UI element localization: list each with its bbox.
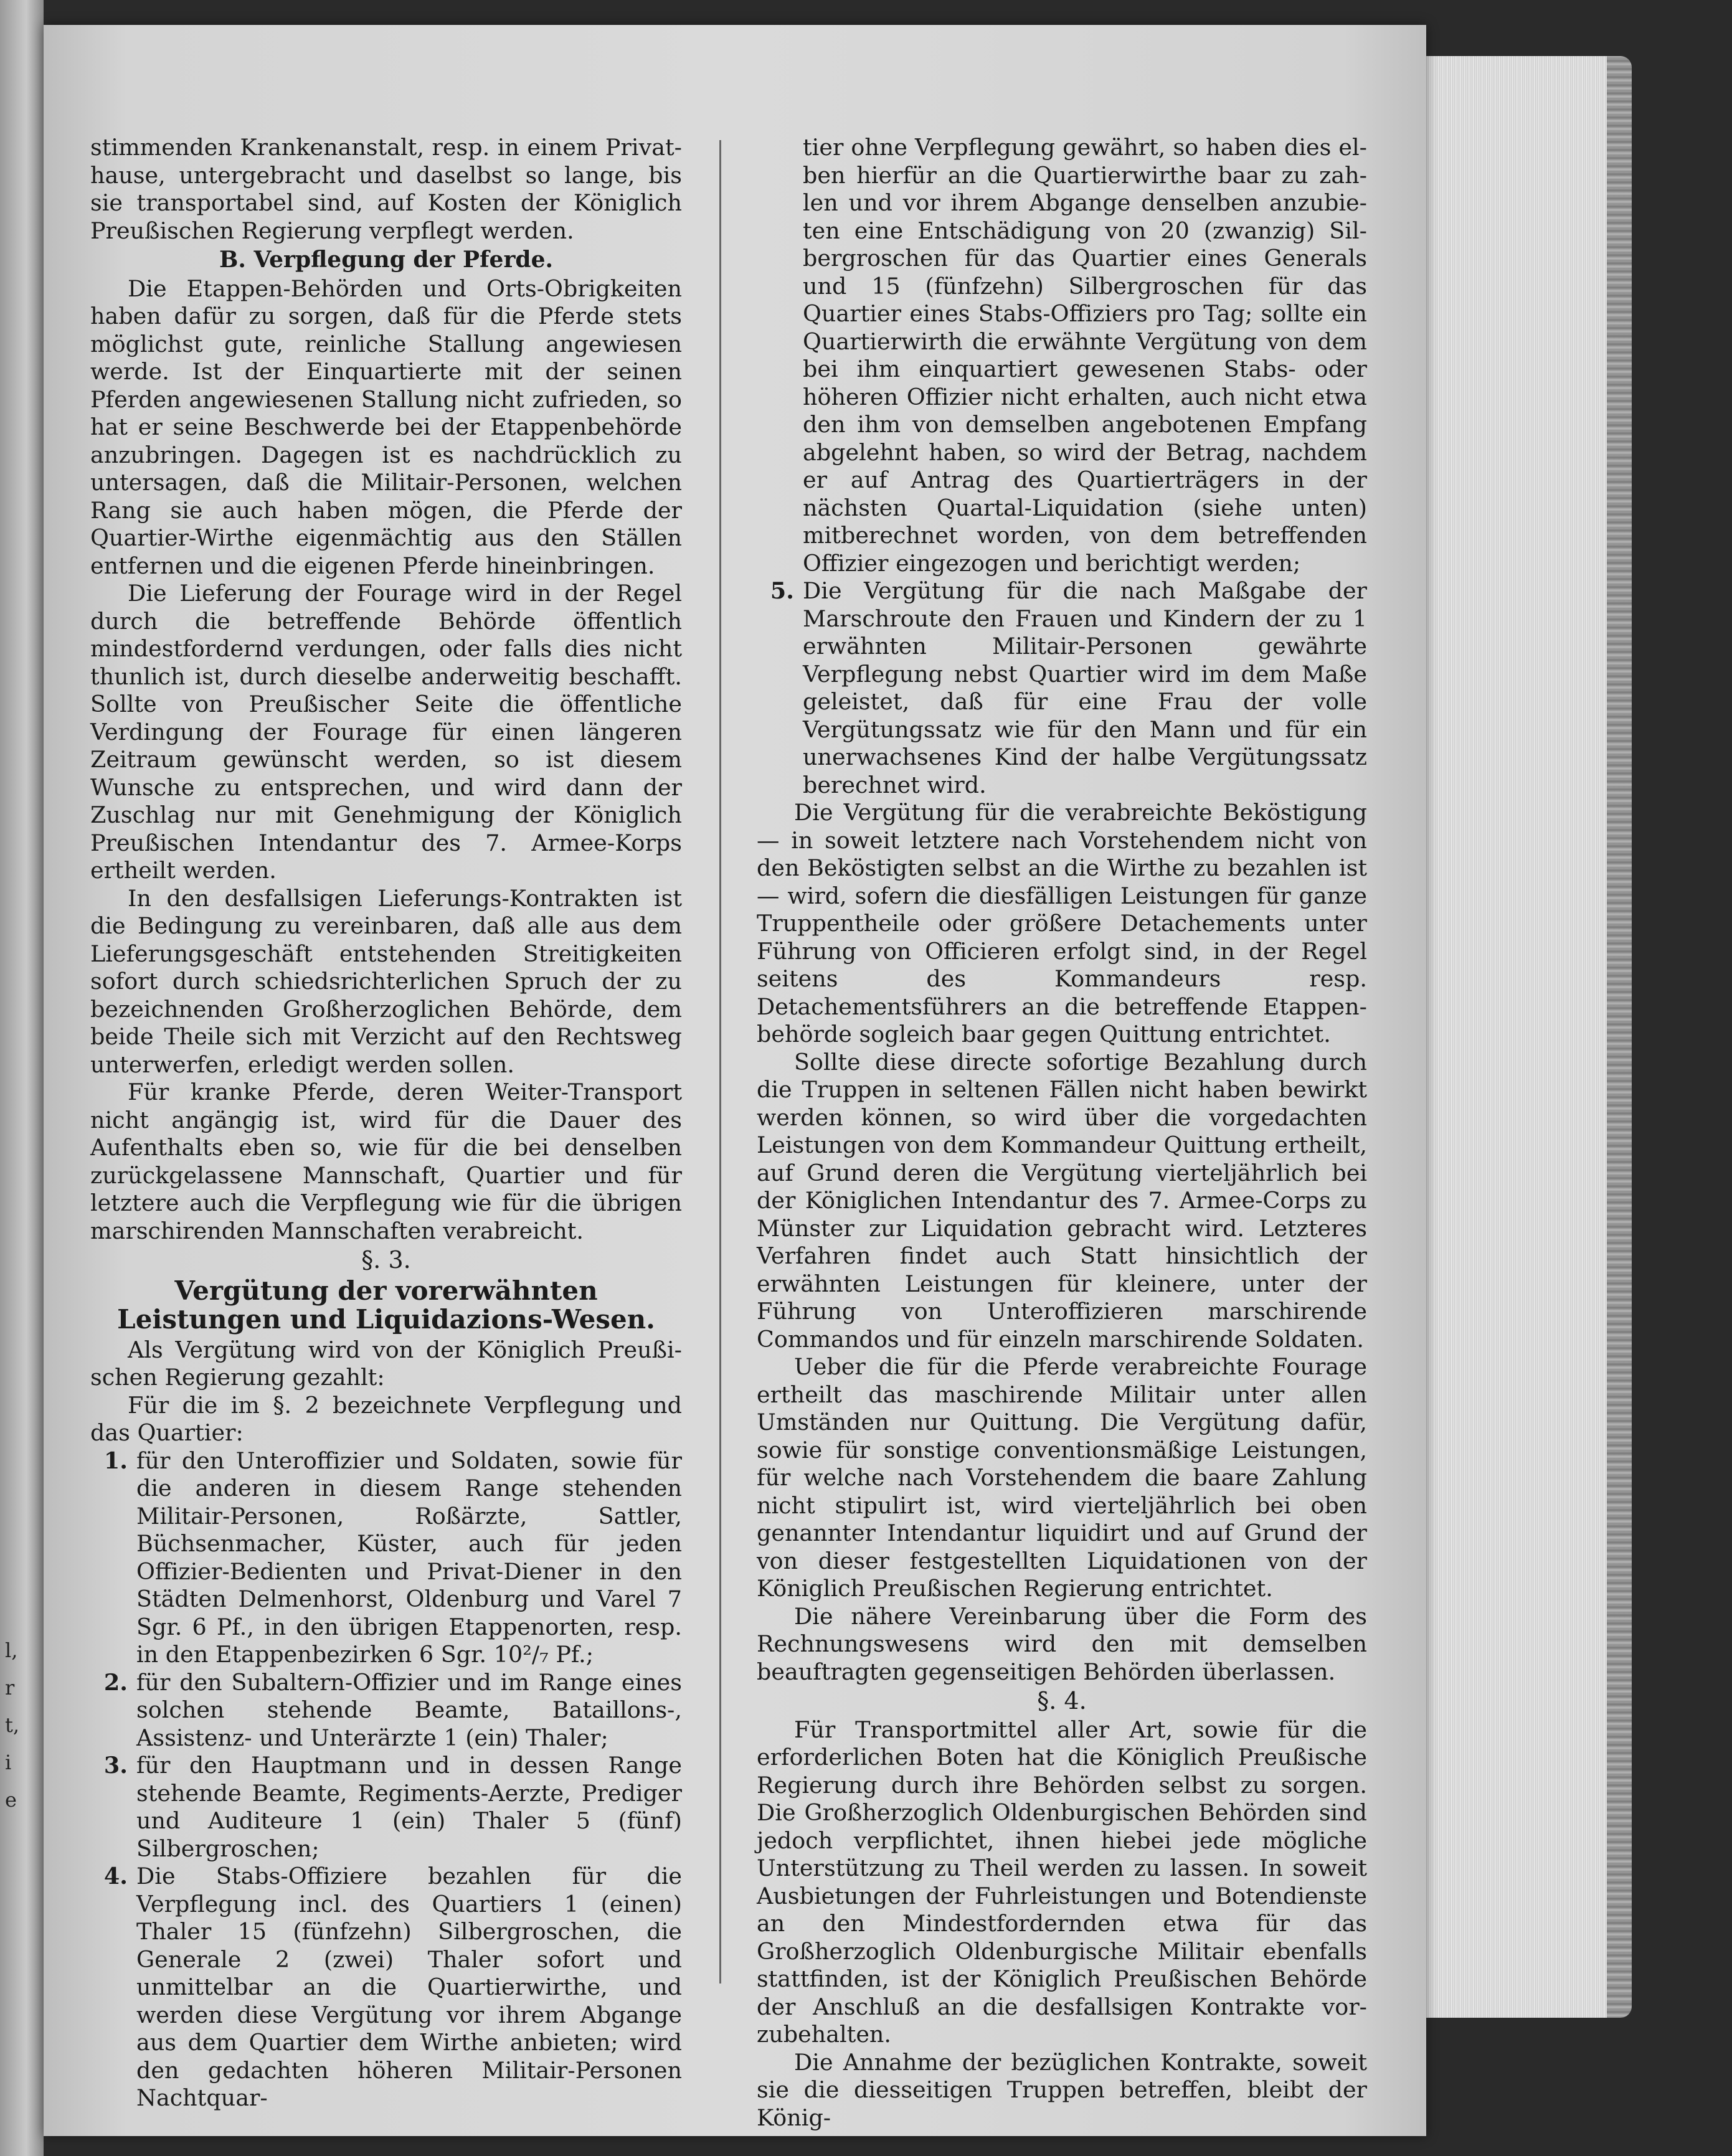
list-item-continuation (757, 134, 1367, 577)
section-heading: B. Verpflegung der Pferde. (219, 247, 554, 273)
list-text: Die Vergütung für die nach Maßgabe der Marschroute den Frauen und Kindern der zu 1 erwähnten Militair-Personen gewährte Verpflegung nebst Quartier wird im dem Maße geleistet, daß für eine Frau der volle Vergütungssatz wie für den Mann und für ein unerwachsenes Kind der halbe Vergütungssatz berechnet wird. (803, 577, 1367, 798)
right-column (757, 134, 1367, 2132)
paragraph: Die Lieferung der Fourage wird in der Regel durch die betreffende Behörde öffentlich mindestfordernd verdungen, oder falls dies nicht thunlich ist, durch dieselbe anderweitig beschafft. Sollte von Preußischer Seite die öffentliche Verdingung der Fourage für einen längeren Zeitraum gewünscht werden, so ist diesem Wunsche zu entsprechen, und wird dann der Zuschlag nur mit Genehmigung der Königlich Preußischen Intendantur des 7. Armee-Korps ertheilt werden. (90, 580, 682, 884)
left-column (90, 134, 682, 2112)
paragraph: Die Vergütung für die verabreichte Beköstigung — in soweit letztere nach Vorstehendem nicht von den Beköstigten selbst an die Wirthe zu bezahlen ist — wird, sofern die diesfälligen Leistungen für ganze Truppentheile oder größere Detachements unter Führung von Officieren erfolgt sind, in der Regel seitens des Kommandeurs resp. Detachementsführers an die betreffende Etappenbehörde sogleich baar gegen Quittung entrichtet. (757, 799, 1367, 1047)
column-divider (719, 140, 721, 1983)
margin-letters (5, 1632, 36, 1818)
paragraph: Die Annahme der bezüglichen Kontrakte, soweit sie die diesseitigen Truppen betreffen, bleibt der König- (757, 2048, 1367, 2131)
paragraph: Sollte diese directe sofortige Bezahlung durch die Truppen in seltenen Fällen nicht haben bewirkt werden können, so wird über die vorgedachten Leistungen von dem Kommandeur Quittung ertheilt, auf Grund deren die Vergütung vierteljährlich bei der Königlichen Intendantur des 7. Armee-Corps zu Münster zur Liquidation gebracht wird. Letzteres Verfahren findet auch Statt hinsichtlich der erwähnten Leistungen für kleinere, unter der Führung von Unteroffizieren marschirende Commandos und für einzeln marschirende Soldaten. (757, 1048, 1367, 1353)
list-item (90, 1863, 682, 2112)
margin-letter: i (5, 1751, 12, 1774)
margin-letter: e (5, 1788, 17, 1812)
list-text: für den Unteroffizier und Soldaten, sowie für die anderen in diesem Range stehenden Militair-Personen, Roßärzte, Sattler, Büchsenmacher, Küster, auch für jeden Offizier-Bedienten und Privat-Diener in den Städten Delmenhorst, Oldenburg und Varel 7 Sgr. 6 Pf., in den übrigen Etappenorten, resp. in den Etappenbezirken 6 Sgr. 10²/₇ Pf.; (136, 1447, 682, 1668)
paragraph: Für Transportmittel aller Art, sowie für die erforderlichen Boten hat die Königlich Preußische Regierung durch ihre Behörden selbst zu sorgen. Die Großherzoglich Oldenburgischen Behörden sind jedoch verpflichtet, ihnen hiebei jede mögliche Unterstützung zu Theil werden zu lassen. In soweit Ausbietungen der Fuhrleistungen und Botendienste an den Mindestfordernden etwa für das Großherzoglich Oldenburgische Militair ebenfalls stattfinden, ist der Königlich Preußischen Behörde der Anschluß an die desfallsigen Kontrakte vorzubehalten. (757, 1716, 1367, 2048)
list-number: 1. (103, 1447, 128, 1474)
list-number: 4. (103, 1863, 128, 1889)
list-number: 5. (770, 577, 794, 604)
paragraph: Die Etappen-Behörden und Orts-Obrigkeiten haben dafür zu sorgen, daß für die Pferde stets möglichst gute, reinliche Stallung angewiesen werde. Ist der Einquartierte mit der seinen Pferden angewiesenen Stallung nicht zufrieden, so hat er seine Beschwerde bei der Etappenbehörde anzubringen. Dagegen ist es nachdrücklich zu untersagen, daß die Militair-Personen, welchen Rang sie auch haben mögen, die Pferde der Quartier-Wirthe eigenmächtig aus den Ställen entfernen und die eigenen Pferde hineinbringen. (90, 275, 682, 579)
list-text: Die Stabs-Offiziere bezahlen für die Verpflegung incl. des Quartiers 1 (einen) Thaler 15 (fünfzehn) Silbergroschen, die Generale 2 (zwei) Thaler sofort und unmittelbar an die Quartierwirthe, und werden diese Vergütung vor ihrem Abgange aus dem Quartier dem Wirthe anbieten; wird den gedachten höheren Militair-Personen Nachtquar- (136, 1863, 682, 2111)
list-text: für den Hauptmann und in dessen Range stehende Beamte, Regiments-Aerzte, Prediger und Auditeure 1 (ein) Thaler 5 (fünf) Silbergroschen; (136, 1752, 682, 1862)
margin-letter: t, (5, 1713, 20, 1737)
section-number: §. 3. (361, 1246, 411, 1274)
list-text: für den Subaltern-Offizier und im Range eines solchen stehende Beamte, Bataillons-, Assistenz- und Unterärzte 1 (ein) Thaler; (136, 1668, 682, 1751)
paragraph: Als Vergütung wird von der Königlich Preußischen Regierung gezahlt: (90, 1336, 682, 1391)
book-page-edges (1401, 56, 1611, 2018)
paragraph: Für kranke Pferde, deren Weiter-Transport nicht angängig ist, wird für die Dauer des Aufenthalts eben so, wie für die bei denselben zurückgelassene Mannschaft, Quartier und für letztere auch die Verpflegung wie für die übrigen marschirenden Mannschaften verabreicht. (90, 1079, 682, 1244)
list-number: 2. (103, 1668, 128, 1696)
paragraph: stimmenden Krankenanstalt, resp. in einem Privathause, untergebracht und daselbst so lange, bis sie transportabel sind, auf Kosten der Königlich Preußischen Regierung verpflegt werden. (90, 134, 682, 244)
previous-page-edge (0, 0, 44, 2156)
document-page (44, 25, 1426, 2136)
margin-letter: r (5, 1676, 15, 1700)
book-cover-edge (1607, 56, 1632, 2018)
list-item (757, 577, 1367, 799)
paragraph: Die nähere Vereinbarung über die Form des Rechnungswesens wird den mit demselben beauftragten gegenseitigen Behörden überlassen. (757, 1602, 1367, 1685)
paragraph: In den desfallsigen Lieferungs-Kontrakten ist die Bedingung zu vereinbaren, daß alle aus dem Lieferungsgeschäft entstehenden Streitigkeiten sofort durch schiedsrichterlichen Spruch der zu bezeichnenden Großherzoglichen Behörde, dem beide Theile sich mit Verzicht auf den Rechtsweg unterwerfen, erledigt werden sollen. (90, 884, 682, 1078)
paragraph: Für die im §. 2 bezeichnete Verpflegung und das Quartier: (90, 1391, 682, 1446)
list-item (90, 1447, 682, 1669)
list-item (90, 1669, 682, 1752)
margin-letter: l, (5, 1638, 18, 1662)
section-number: §. 4. (1037, 1687, 1087, 1714)
paragraph: Ueber die für die Pferde verabreichte Fourage ertheilt das maschirende Militair unter allen Umständen nur Quittung. Die Vergütung dafür, sowie für sonstige conventionsmäßige Leistungen, für welche nach Vorstehendem die baare Zahlung nicht stipulirt ist, wird vierteljährlich bei oben genannter Intendantur liquidirt und auf Grund der von dieser festgestellten Liquidationen von der Königlich Preußischen Regierung entrichtet. (757, 1353, 1367, 1602)
list-number: 3. (103, 1752, 128, 1779)
section-title: Vergütung der vorerwähnten Leistungen und Liquidazions-Wesen. (117, 1275, 655, 1335)
list-text: tier ohne Verpflegung gewährt, so haben dies elben hierfür an die Quartierwirthe baar zu zahlen und vor ihrem Abgange denselben anzubieten eine Entschädigung von 20 (zwanzig) Silbergroschen für das Quartier eines Generals und 15 (fünfzehn) Silbergroschen für das Quartier eines Stabs-Offiziers pro Tag; sollte ein Quartierwirth die erwähnte Vergütung von dem bei ihm einquartiert gewesenen Stabs- oder höheren Offizier nicht erhalten, auch nicht etwa den ihm von demselben angebotenen Empfang abgelehnt haben, so wird der Betrag, nachdem er auf Antrag des Quartierträgers in der nächsten Quartal-Liquidation (siehe unten) mitberechnet worden, von dem betreffenden Offizier eingezogen und berichtigt werden; (803, 134, 1367, 577)
list-item (90, 1752, 682, 1863)
